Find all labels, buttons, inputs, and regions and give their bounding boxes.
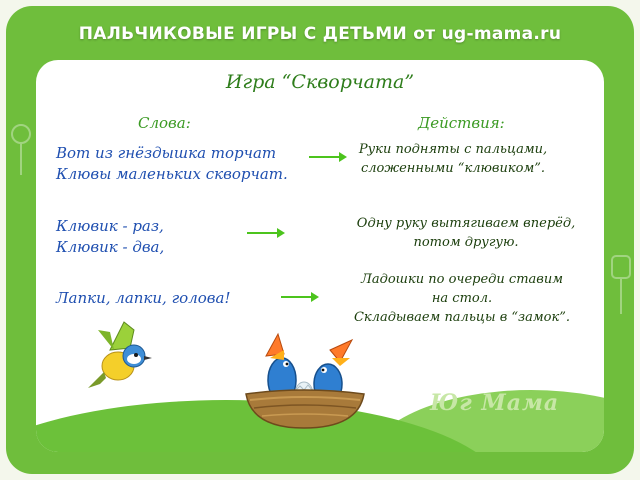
watermark-logo: Юг Мама (430, 390, 560, 416)
words-row-1 (56, 143, 288, 185)
actions-line: Складываем пальцы в “замок”. (353, 310, 571, 325)
words-row-2 (56, 216, 164, 258)
actions-line: сложенными “клювиком”. (360, 161, 546, 176)
content-card (36, 60, 604, 452)
actions-row-1 (328, 140, 578, 178)
words-heading: Слова: (138, 114, 191, 132)
game-title: Игра “Скворчата” (225, 71, 415, 93)
doodle-right-icon (608, 250, 634, 320)
actions-line: Ладошки по очереди ставим (360, 272, 564, 287)
arrow-icon (280, 291, 320, 303)
words-line: Клювик - раз, (56, 217, 164, 235)
words-line: Клювик - два, (56, 238, 165, 256)
actions-heading: Действия: (418, 114, 505, 132)
actions-line: на стол. (431, 291, 493, 306)
arrow-icon (246, 227, 286, 239)
actions-row-3 (332, 270, 592, 327)
actions-line: потом другую. (413, 235, 519, 250)
bird-icon (80, 320, 160, 392)
actions-row-2 (336, 214, 596, 252)
words-line: Вот из гнёздышка торчат (56, 144, 277, 162)
doodle-left-icon (8, 120, 34, 180)
actions-line: Одну руку вытягиваем вперёд, (356, 216, 576, 231)
actions-line: Руки подняты с пальцами, (358, 142, 548, 157)
nest-icon (240, 328, 370, 432)
words-row-3 (56, 288, 230, 309)
page-header: ПАЛЬЧИКОВЫЕ ИГРЫ С ДЕТЬМИ от ug-mama.ru (78, 24, 562, 44)
words-line: Клювы маленьких скворчат. (56, 165, 288, 183)
words-line: Лапки, лапки, голова! (56, 289, 231, 307)
